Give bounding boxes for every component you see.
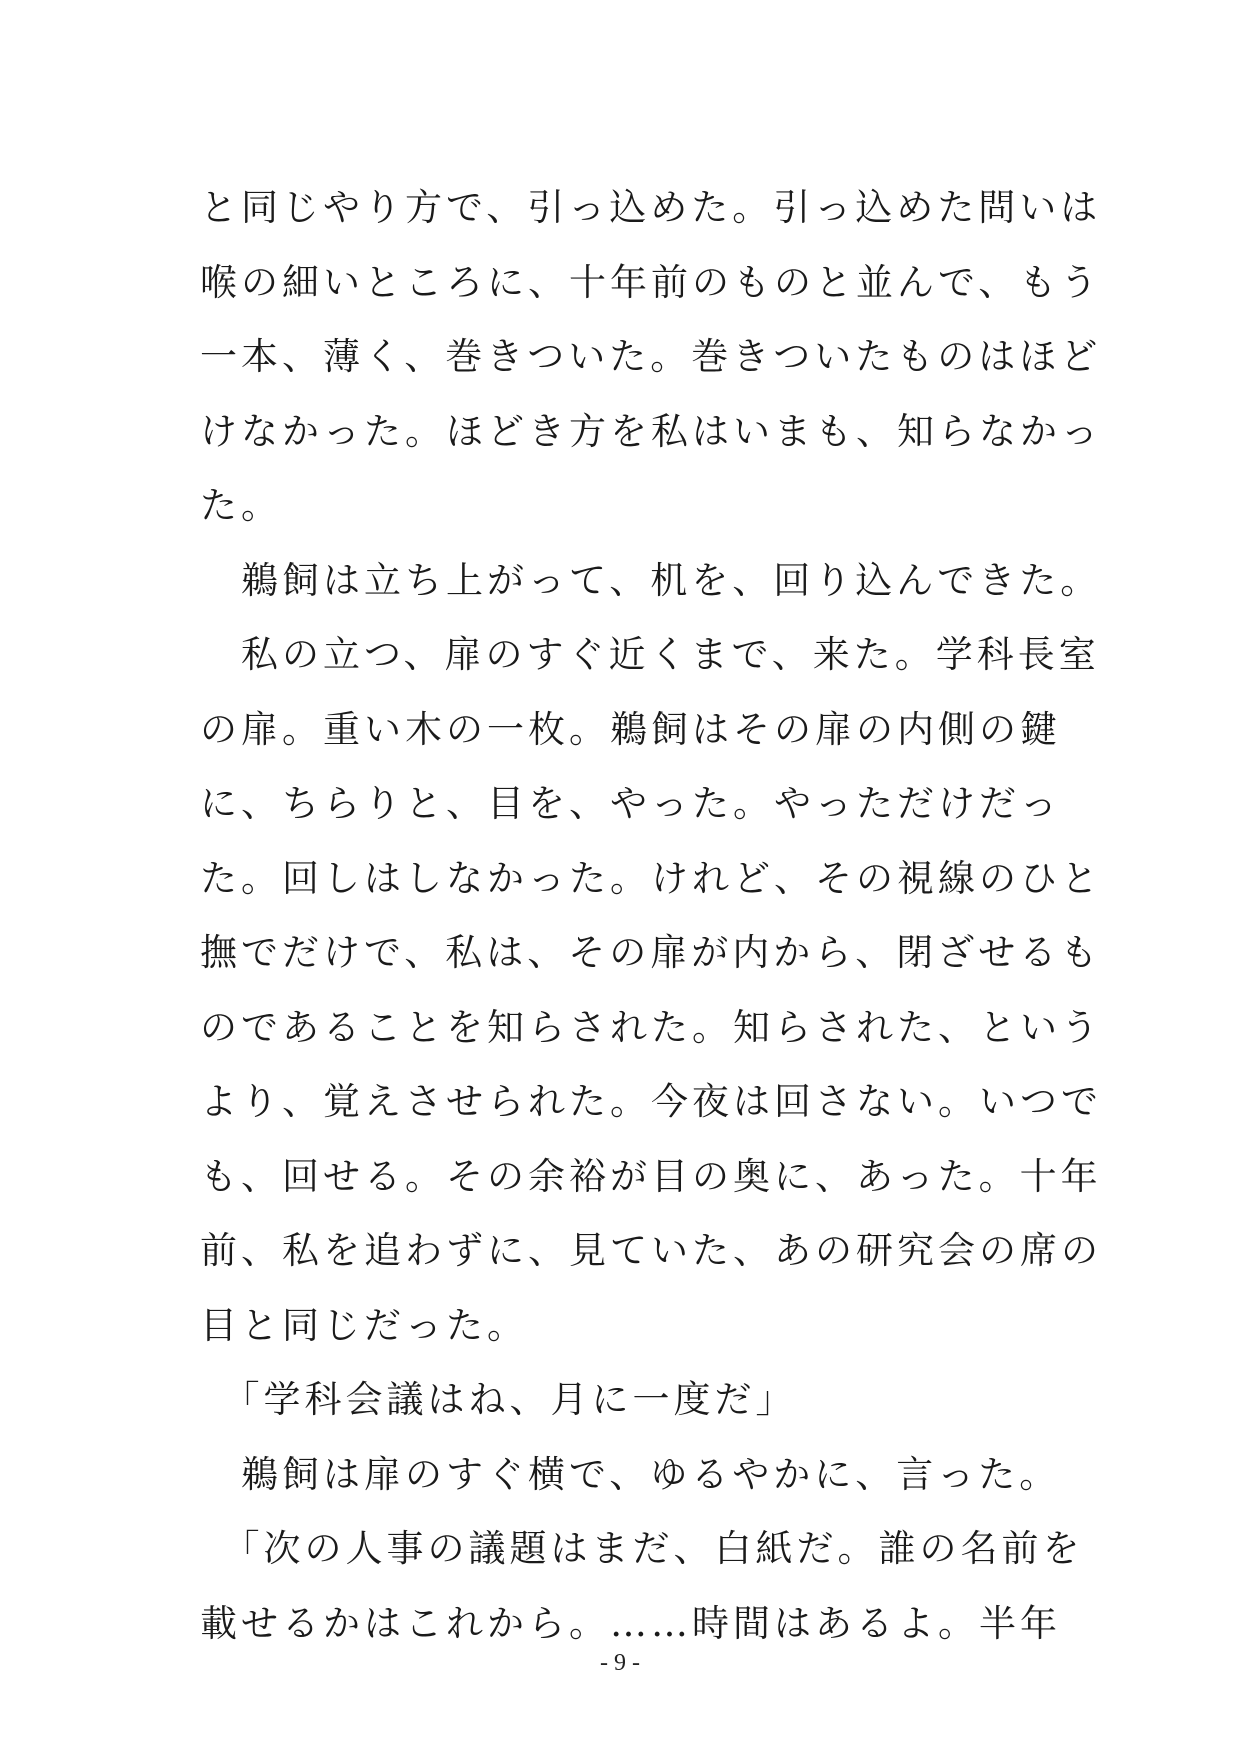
- text-line: た。回しはしなかった。けれど、その視線のひと: [200, 856, 1102, 900]
- body-text: [200, 171, 1102, 1661]
- text-line: のであることを知らされた。知らされた、という: [200, 1005, 1102, 1049]
- text-line: 鵜飼は扉のすぐ横で、ゆるやかに、言った。: [200, 1452, 1061, 1496]
- text-line: と同じやり方で、引っ込めた。引っ込めた問いは: [200, 186, 1102, 229]
- text-line: に、ちらりと、目を、やった。やっただけだっ: [200, 782, 1061, 825]
- text-line: 一本、薄く、巻きついた。巻きついたものはほど: [200, 335, 1102, 378]
- paragraph-5: [200, 1438, 1061, 1513]
- text-line: も、回せる。その余裕が目の奥に、あった。十年: [200, 1154, 1102, 1198]
- paragraph-3: [200, 618, 1102, 1363]
- text-line: の扉。重い木の一枚。鵜飼はその扉の内側の鍵: [200, 707, 1061, 751]
- text-line: 載せるかはこれから。……時間はあるよ。半年: [200, 1601, 1061, 1645]
- page-number: - 9 -: [600, 1650, 640, 1676]
- text-line: より、覚えさせられた。今夜は回さない。いつで: [200, 1080, 1102, 1123]
- text-line: 「学科会議はね、月に一度だ」: [200, 1378, 797, 1421]
- text-line: た。: [200, 484, 282, 527]
- paragraph-1: [200, 171, 1102, 544]
- text-line: 目と同じだった。: [200, 1303, 528, 1347]
- text-line: けなかった。ほどき方を私はいまも、知らなかっ: [200, 409, 1102, 453]
- paragraph-6-dialogue: [200, 1512, 1084, 1661]
- text-line: 撫でだけで、私は、その扉が内から、閉ざせるも: [200, 931, 1102, 974]
- paragraph-4-dialogue: [200, 1363, 1040, 1438]
- text-line: 私の立つ、扉のすぐ近くまで、来た。学科長室: [200, 633, 1100, 676]
- text-line: 「次の人事の議題はまだ、白紙だ。誰の名前を: [200, 1527, 1084, 1570]
- paragraph-2: [200, 544, 1102, 619]
- text-line: 喉の細いところに、十年前のものと並んで、もう: [200, 260, 1102, 304]
- text-line: 前、私を追わずに、見ていた、あの研究会の席の: [200, 1229, 1102, 1272]
- text-line: 鵜飼は立ち上がって、机を、回り込んできた。: [200, 558, 1102, 602]
